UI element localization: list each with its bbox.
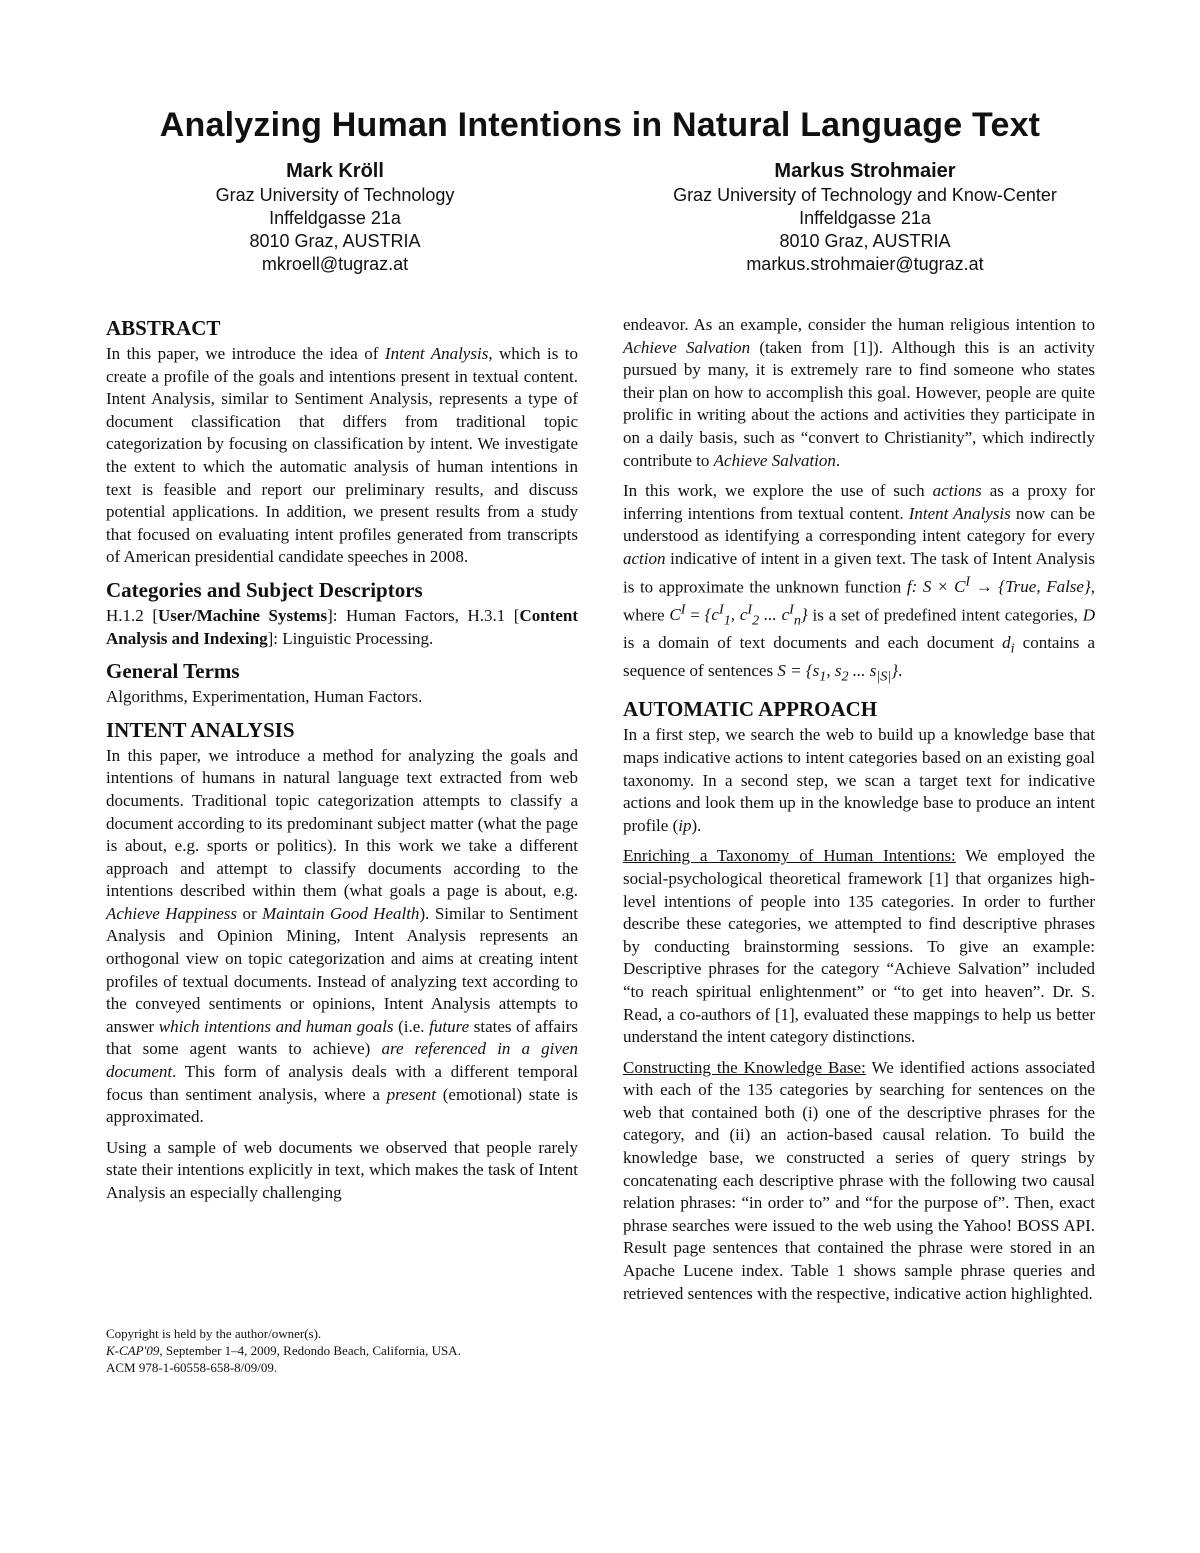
intent-analysis-paragraph-2: Using a sample of web documents we observed that people rarely state their intentions explicitly in text, which makes the task of Intent Analysis an especially challenging <box>106 1137 578 1202</box>
author-name: Markus Strohmaier <box>774 160 956 182</box>
conference-line: K-CAP'09, September 1–4, 2009, Redondo Beach, California, USA. <box>106 1343 461 1358</box>
author-block-2 <box>605 158 1125 276</box>
copyright-block <box>106 1325 586 1376</box>
paper-title: Analyzing Human Intentions in Natural Language Text <box>159 106 1041 144</box>
proxy-paragraph: In this work, we explore the use of such actions as a proxy for inferring intentions from textual content. Intent Analysis now can be understood as identifying a corresponding intent category for every action indicative of intent in a given text. The task of Intent Analysis is to approximate the unknown function f: $S \times C^I$ → {True, False}, where $C^I = \{c^I_1$, $c^I_2$ ... $c^I_n$} is a set of predefined intent categories, D is a domain of text documents and each document $d_i$ contains a sequence of sentences $S = \{s_1$, $s_2$ ... $s_{|S|}$}. <box>623 481 1096 685</box>
general-terms-heading: General Terms <box>106 659 240 684</box>
author-affiliation: Graz University of Technology and Know-Center <box>673 185 1057 205</box>
author-block-1 <box>75 158 595 276</box>
approach-paragraph: In a first step, we search the web to build up a knowledge base that maps indicative actions to intent categories based on an existing goal taxonomy. In a second step, we scan a target text for indicative actions and look them up in the knowledge base to produce an intent profile (ip). <box>623 725 1095 835</box>
endeavor-paragraph: endeavor. As an example, consider the human religious intention to Achieve Salvation (taken from [1]). Although this is an activity pursued by many, it is extremely rare to find someone who states their plan on how to accomplish this goal. However, people are quite prolific in writing about the actions and activities they participate in on a daily basis, such as “convert to Christianity”, which indirectly contribute to Achieve Salvation. <box>623 315 1096 470</box>
author-city: 8010 Graz, AUSTRIA <box>249 231 421 251</box>
author-name: Mark Kröll <box>286 160 384 182</box>
abstract-heading: ABSTRACT <box>106 316 221 340</box>
abstract-paragraph: In this paper, we introduce the idea of Intent Analysis, which is to create a profile of the goals and intentions present in textual content. Intent Analysis, similar to Sentiment Analysis, represents a type of document classification that differs from traditional topic categorization by focusing on classification by intent. We investigate the extent to which the automatic analysis of human intentions in text is feasible and report our preliminary results, and discuss potential applications. In addition, we present results from a study that focused on evaluating intent profiles generated from transcripts of American presidential candidate speeches in 2008. <box>106 344 579 567</box>
intent-analysis-paragraph-1: In this paper, we introduce a method for analyzing the goals and intentions of humans in natural language text extracted from web documents. Traditional topic categorization attempts to classify a document according to its predominant subject matter (what the page is about, e.g. sports or politics). In this work we take a different approach and attempt to classify documents according to the intentions described within them (what goals a page is about, e.g. Achieve Happiness or Maintain Good Health). Similar to Sentiment Analysis and Opinion Mining, Intent Analysis represents an orthogonal view on topic categorization and aims at creating intent profiles of textual documents. Instead of analyzing text according to the conveyed sentiments or opinions, Intent Analysis attempts to answer which intentions and human goals (i.e. future states of affairs that some agent wants to achieve) are referenced in a given document. This form of analysis deals with a different temporal focus than sentiment analysis, where a present (emotional) state is approximated. <box>106 745 578 1127</box>
automatic-approach-heading: AUTOMATIC APPROACH <box>623 697 878 722</box>
author-street: Inffeldgasse 21a <box>269 208 401 228</box>
author-email: markus.strohmaier@tugraz.at <box>746 254 984 274</box>
intent-analysis-heading: INTENT ANALYSIS <box>106 717 295 742</box>
categories-paragraph: H.1.2 [User/Machine Systems]: Human Factors, H.3.1 [Content Analysis and Indexing]: Linguistic Processing. <box>106 605 578 648</box>
taxonomy-paragraph: Enriching a Taxonomy of Human Intentions: We employed the social-psychological theoretical framework [1] that organizes high-level intentions of people into 135 categories. In order to further describe these categories, we attempted to find descriptive phrases by conducting brainstorming sessions. To give an example: Descriptive phrases for the category “Achieve Salvation” included “to reach spiritual enlightenment” or “to get into heaven”. Dr. S. Read, a co-authors of [1], evaluated these mappings to help us better understand the intent category distinctions. <box>623 846 1095 1047</box>
author-city: 8010 Graz, AUSTRIA <box>779 231 951 251</box>
left-column <box>106 315 578 1213</box>
author-affiliation: Graz University of Technology <box>215 185 455 205</box>
categories-heading: Categories and Subject Descriptors <box>106 577 423 602</box>
knowledge-base-paragraph: Constructing the Knowledge Base: We identified actions associated with each of the 135 categories by searching for sentences on the web that contained both (i) one of the descriptive phrases for the category, and (ii) an action-based causal relation. To build the knowledge base, we constructed a series of query strings by concatenating each descriptive phrase with the following two causal relation phrases: “in order to” and “for the purpose of”. Then, exact phrase searches were issued to the web using the Yahoo! BOSS API. Result page sentences that contained the phrase were stored in an Apache Lucene index. Table 1 shows sample phrase queries and retrieved sentences with the respective, indicative action highlighted. <box>623 1057 1095 1303</box>
right-column <box>623 314 1095 1313</box>
author-email: mkroell@tugraz.at <box>261 254 409 274</box>
acm-isbn-line: ACM 978-1-60558-658-8/09/09. <box>106 1360 278 1375</box>
copyright-line: Copyright is held by the author/owner(s). <box>106 1326 322 1341</box>
author-street: Inffeldgasse 21a <box>799 208 931 228</box>
general-terms-paragraph: Algorithms, Experimentation, Human Factors. <box>106 687 423 707</box>
